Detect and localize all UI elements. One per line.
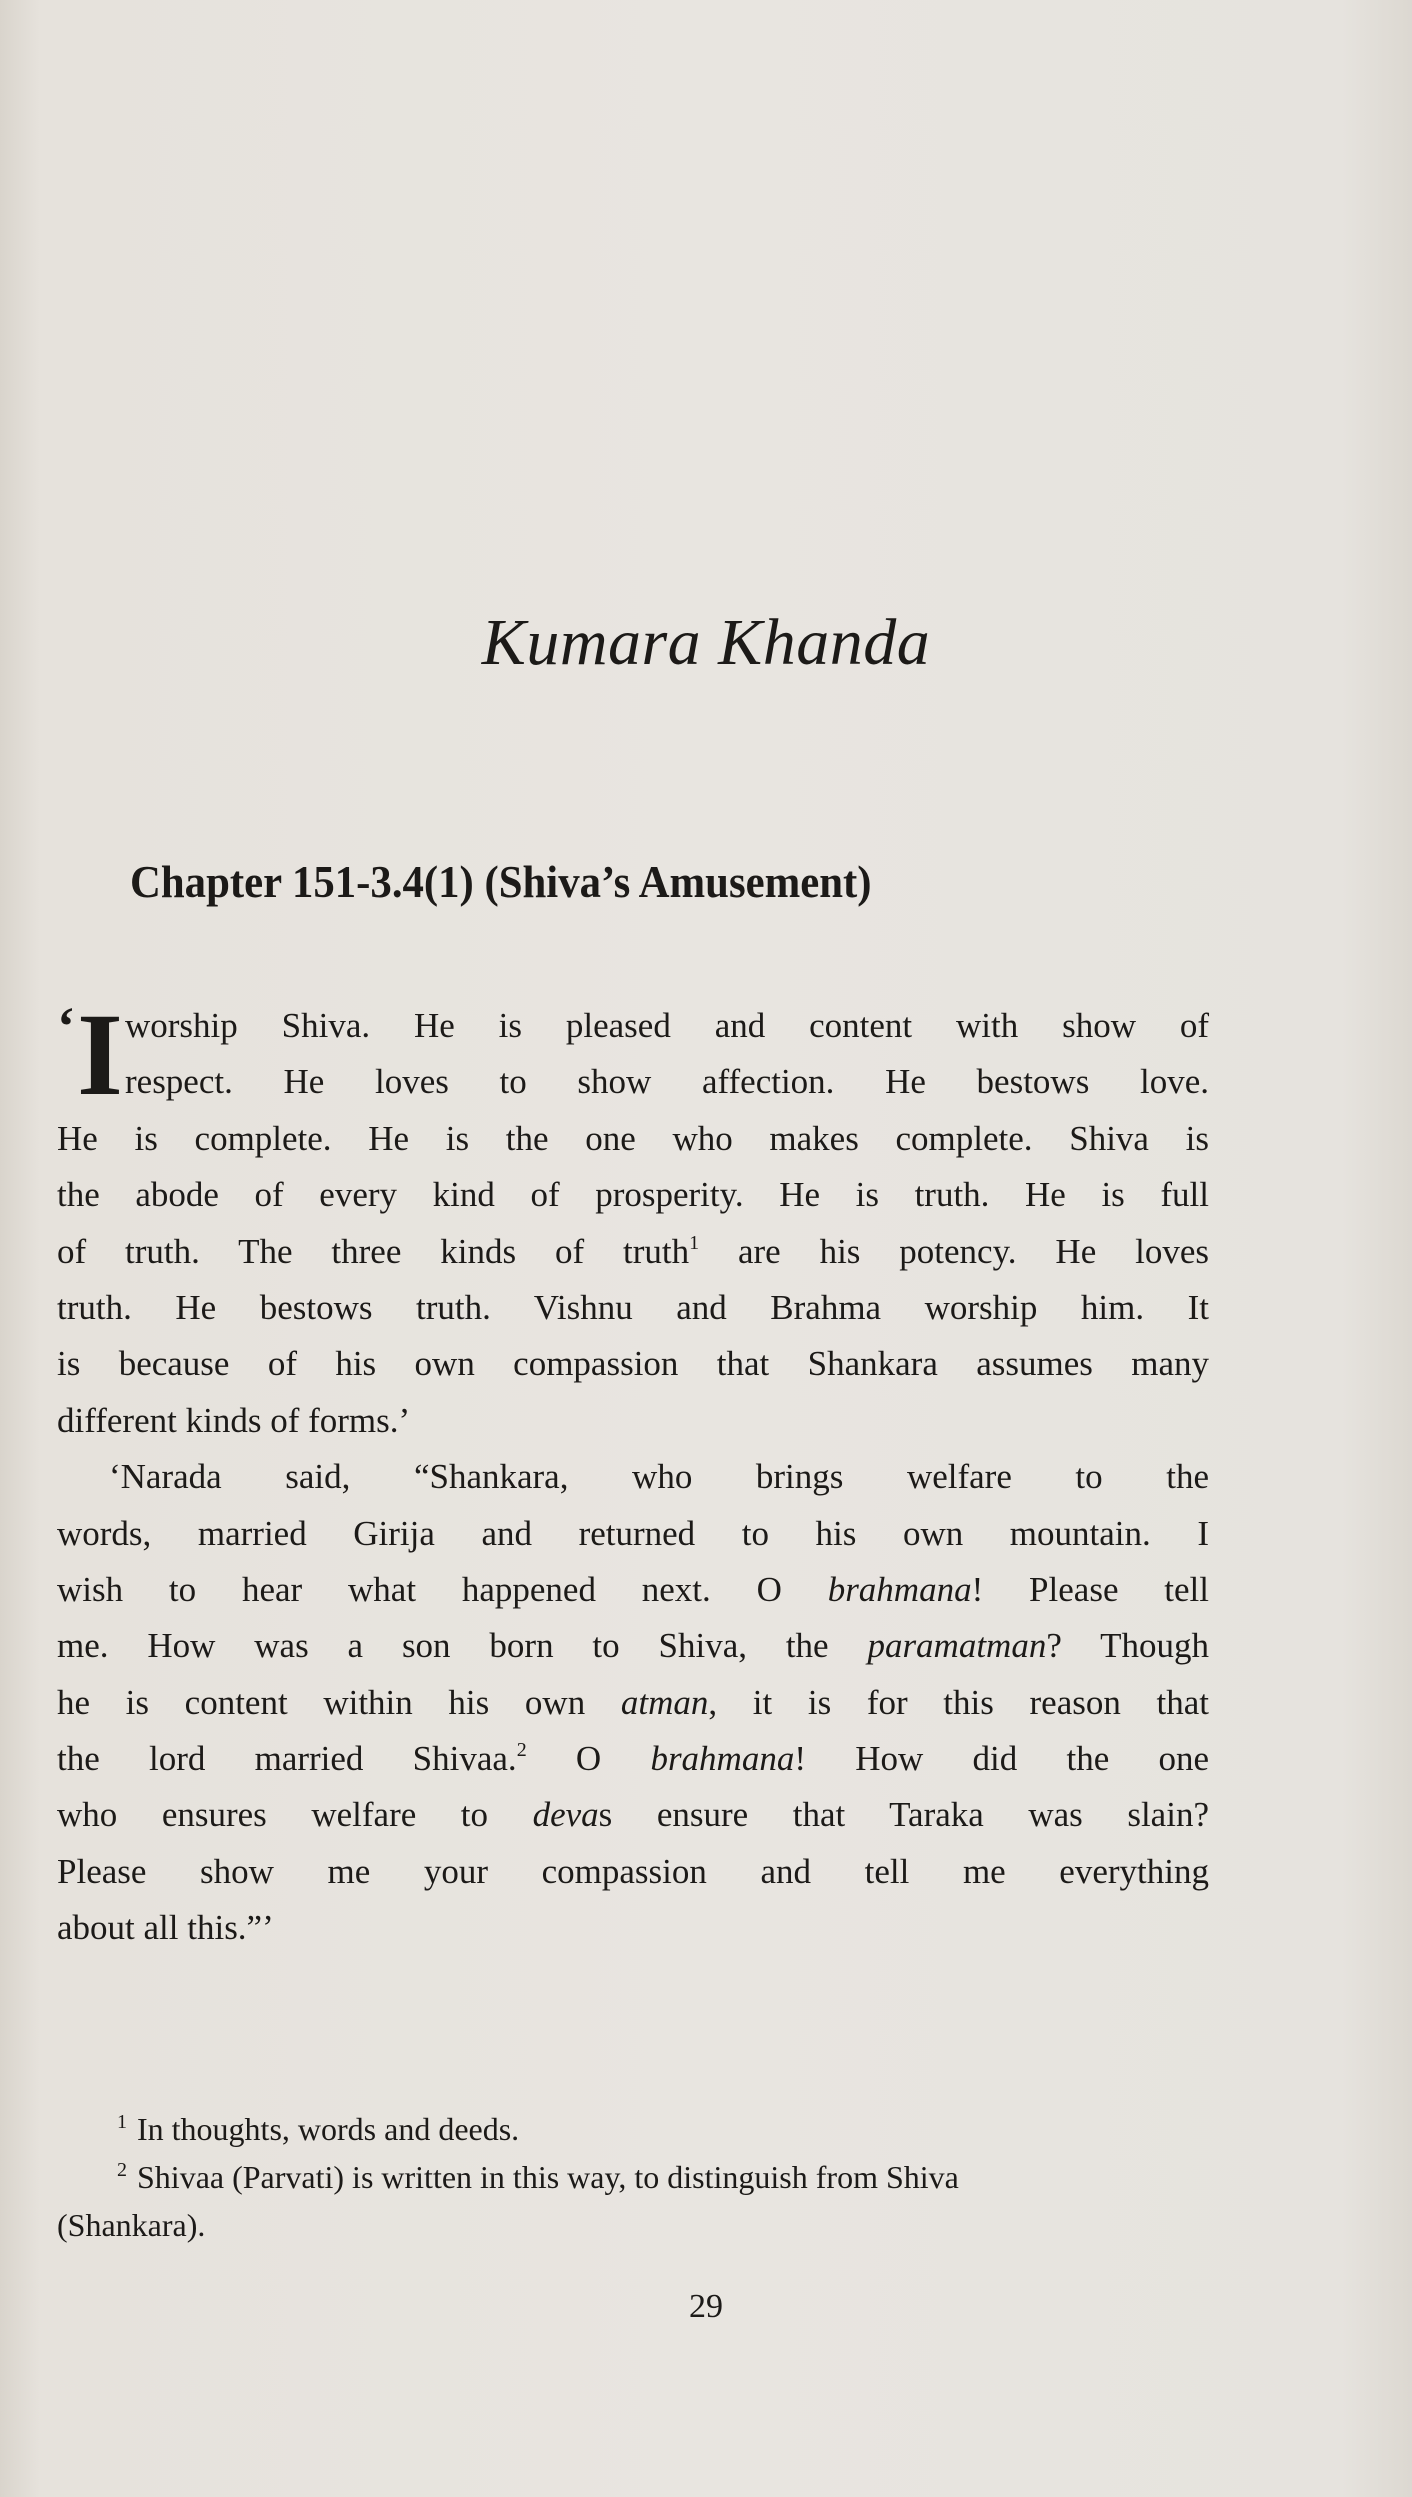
text-line: truth. He bestows truth. Vishnu and Brahma worship him. It [57,1287,1209,1327]
text-span: , it is for this reason that [708,1682,1209,1722]
text-span: O [526,1739,651,1779]
italic-term: paramatman [867,1626,1047,1666]
footnote-2 [57,2153,1209,2201]
text-line: is because of his own compassion that Shankara assumes many [57,1344,1209,1384]
italic-term: deva [532,1795,599,1835]
text-span: wish to hear what happened next. O [57,1569,828,1609]
paragraph-1 [57,989,1209,1449]
text-span: ! Please tell [971,1569,1209,1609]
text-span: ! How did the one [794,1739,1209,1779]
part-title: Kumara Khanda [481,606,931,679]
text-span: of truth. The three kinds of truth [57,1231,690,1271]
footnote-text: Shivaa (Parvati) is written in this way, to distinguish from Shiva [137,2159,959,2195]
text-span: who ensures welfare to [57,1795,533,1835]
text-line [57,1731,1209,1787]
text-line: the abode of every kind of prosperity. He is truth. He is full [57,1175,1209,1215]
text-line: He is complete. He is the one who makes complete. Shiva is [57,1118,1209,1158]
text-line: ‘Narada said, “Shankara, who brings welfare to the [109,1457,1209,1497]
footnote-1 [57,2105,1209,2153]
text-span: are his potency. He loves [737,1231,1209,1271]
text-line [57,1787,1209,1843]
text-span: me. How was a son born to Shiva, the [57,1626,868,1666]
text-line: words, married Girija and returned to his own mountain. I [57,1513,1209,1553]
text-span: s ensure that Taraka was slain? [598,1795,1209,1835]
footnote-number: 1 [117,2111,127,2133]
text-line [57,1562,1209,1618]
text-line [57,1224,1209,1280]
chapter-body [57,989,1209,1957]
drop-cap: I [77,989,123,1120]
footnotes [57,2105,1209,2249]
footnote-2-continuation: (Shankara). [57,2207,206,2243]
text-line [57,1618,1209,1674]
footnote-ref: 2 [516,1739,527,1762]
text-line: about all this.”’ [57,1908,274,1948]
text-line [57,1675,1209,1731]
page-number: 29 [689,2288,723,2325]
footnote-ref: 1 [689,1231,700,1254]
italic-term: atman [620,1682,709,1722]
footnote-text: In thoughts, words and deeds. [137,2111,520,2147]
text-line: Please show me your compassion and tell me everything [57,1851,1209,1891]
italic-term: brahmana [650,1739,795,1779]
text-span: ? Though [1046,1626,1209,1666]
text-span: he is content within his own [57,1682,621,1722]
footnote-number: 2 [117,2159,127,2181]
paragraph-2 [57,1449,1209,1957]
text-line: different kinds of forms.’ [57,1400,411,1440]
text-line: respect. He loves to show affection. He bestows love. [125,1062,1209,1102]
text-line: worship Shiva. He is pleased and content with show of [125,1006,1209,1045]
text-span: the lord married Shivaa. [57,1739,517,1779]
opening-quote: ‘ [57,996,75,1056]
chapter-title: Chapter 151-3.4(1) (Shiva’s Amusement) [130,856,872,907]
italic-term: brahmana [827,1569,972,1609]
